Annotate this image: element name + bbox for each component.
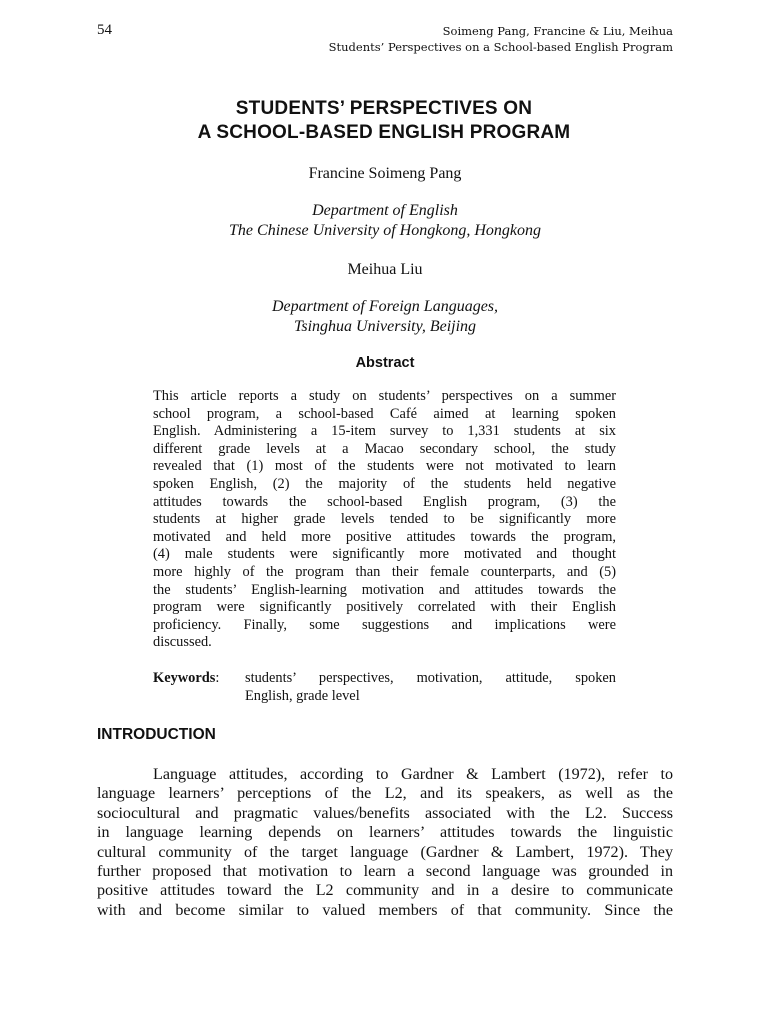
affiliation-1-institution: The Chinese University of Hongkong, Hongkong [229, 222, 541, 239]
abstract-line: students at higher grade levels tended to be significantly more [153, 511, 616, 528]
abstract-line: English. Administering a 15-item survey to 1,331 students at six [153, 423, 616, 440]
keywords-list [245, 670, 616, 705]
abstract-line: discussed. [153, 634, 212, 651]
abstract-line: program were significantly positively correlated with their English [153, 599, 616, 616]
body-line: Language attitudes, according to Gardner & Lambert (1972), refer to [153, 766, 673, 783]
body-line: positive attitudes toward the L2 community and in a desire to communicate [97, 882, 673, 900]
article-title [0, 97, 770, 145]
body-line: language learners’ perceptions of the L2, and its speakers, as well as the [97, 785, 673, 803]
keywords-label [153, 670, 245, 705]
abstract-line: the students’ English-learning motivation and attitudes towards the [153, 581, 616, 598]
title-line-1: STUDENTS’ PERSPECTIVES ON [235, 98, 533, 119]
body-line: with and become similar to valued members of that community. Since the [97, 901, 673, 919]
keywords-label-text: Keywords [153, 670, 216, 686]
author-affiliation-1 [0, 201, 770, 241]
abstract-line: school program, a school-based Café aimed at learning spoken [153, 405, 616, 422]
body-line: in language learning depends on learners’ attitudes towards the linguistic [97, 824, 673, 842]
body-line: sociocultural and pragmatic values/benefits associated with the L2. Success [97, 804, 673, 822]
abstract-line: spoken English, (2) the majority of the students held negative [153, 475, 616, 492]
author-name-2: Meihua Liu [347, 261, 423, 278]
section-heading-introduction: INTRODUCTION [97, 726, 216, 743]
keywords [153, 670, 616, 705]
affiliation-2-department: Department of Foreign Languages, [271, 298, 499, 315]
abstract-line: proficiency. Finally, some suggestions and implications were [153, 616, 616, 633]
running-head [329, 23, 673, 55]
abstract-line: attitudes towards the school-based English program, (3) the [153, 493, 616, 510]
abstract-line: revealed that (1) most of the students were not motivated to learn [153, 458, 616, 475]
title-line-2: A SCHOOL-BASED ENGLISH PROGRAM [197, 122, 571, 143]
page-number: 54 [97, 22, 112, 38]
keywords-line-1: students’ perspectives, motivation, attitude, spoken [245, 670, 616, 686]
keywords-line-2: English, grade level [245, 687, 360, 704]
abstract-line: different grade levels at a Macao secondary school, the study [153, 440, 616, 457]
abstract-line: motivated and held more positive attitudes towards the program, [153, 528, 616, 545]
affiliation-2-institution: Tsinghua University, Beijing [293, 318, 477, 335]
keywords-colon: : [215, 670, 220, 686]
body-line: further proposed that motivation to learn a second language was grounded in [97, 863, 673, 881]
abstract-heading: Abstract [355, 355, 415, 371]
abstract-line: This article reports a study on students’ perspectives on a summer [153, 388, 616, 404]
running-head-authors: Soimeng Pang, Francine & Liu, Meihua [442, 24, 673, 38]
abstract-line: (4) male students were significantly more motivated and thought [153, 546, 616, 563]
introduction-body [97, 765, 673, 920]
abstract-body [153, 388, 616, 652]
running-head-title: Students’ Perspectives on a School-based English Program [328, 40, 673, 54]
author-affiliation-2 [0, 297, 770, 337]
abstract-line: more highly of the program than their female counterparts, and (5) [153, 563, 616, 580]
body-line: cultural community of the target language (Gardner & Lambert, 1972). They [97, 843, 673, 861]
author-name-1: Francine Soimeng Pang [308, 165, 462, 182]
affiliation-1-department: Department of English [312, 202, 458, 219]
